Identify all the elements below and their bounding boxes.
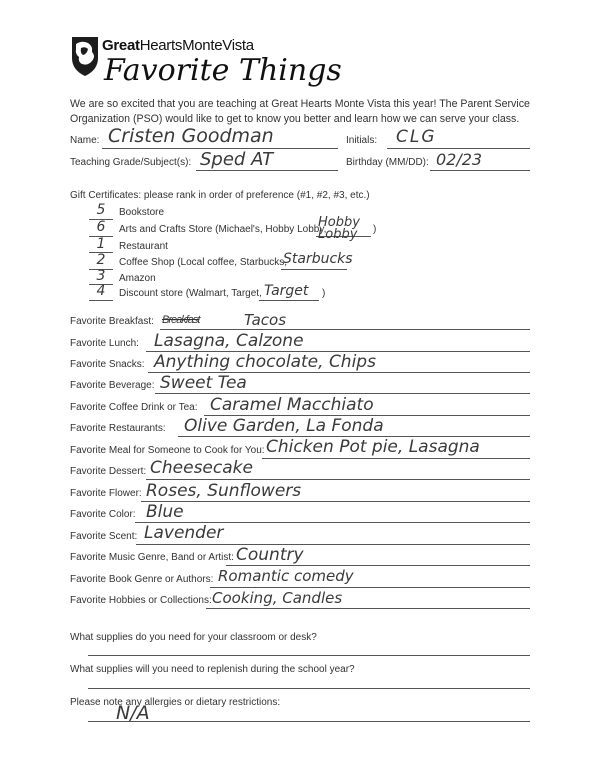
- replenish-question: What supplies will you need to replenish during the school year?: [70, 664, 355, 675]
- close-paren: ): [322, 288, 326, 299]
- gift-rank-field[interactable]: 4: [96, 283, 106, 299]
- fav-label: Favorite Scent:: [70, 531, 138, 542]
- brand-name: GreatHeartsMonteVista: [102, 37, 254, 54]
- fav-label: Favorite Breakfast:: [70, 316, 154, 327]
- fav-line: [141, 501, 530, 502]
- fav-field[interactable]: Cheesecake: [150, 458, 253, 478]
- grade-field[interactable]: Sped AT: [200, 149, 274, 170]
- name-label: Name:: [70, 135, 100, 146]
- fav-field[interactable]: Sweet Tea: [160, 373, 247, 393]
- rank-line: [89, 300, 113, 301]
- fav-label: Favorite Hobbies or Collections:: [70, 595, 212, 606]
- gift-label: Coffee Shop (Local coffee, Starbucks,: [119, 257, 288, 268]
- discount-store-line: [259, 300, 319, 301]
- crossed-out-text: Breakfast: [162, 314, 200, 326]
- fav-label: Favorite Snacks:: [70, 359, 145, 370]
- gift-label: Arts and Crafts Store (Michael's, Hobby Lobby,: [119, 224, 327, 235]
- allergies-answer-line: [88, 721, 530, 722]
- fav-label: Favorite Dessert:: [70, 466, 147, 477]
- fav-field[interactable]: Tacos: [244, 311, 287, 329]
- gift-rank-field[interactable]: 2: [96, 252, 106, 268]
- fav-label: Favorite Restaurants:: [70, 423, 166, 434]
- fav-line: [210, 587, 530, 588]
- fav-field[interactable]: Roses, Sunflowers: [146, 481, 302, 501]
- initials-label: Initials:: [346, 135, 378, 146]
- fav-label: Favorite Flower:: [70, 488, 142, 499]
- fav-line: [136, 544, 530, 545]
- fav-field[interactable]: Cooking, Candles: [212, 589, 343, 607]
- supplies-answer-line: [88, 655, 530, 656]
- fav-line: [146, 479, 530, 480]
- fav-field[interactable]: Lavender: [144, 523, 224, 543]
- intro-paragraph: We are so excited that you are teaching at Great Hearts Monte Vista this year! The Parent Service Organization (PSO) would like to get to know you better and learn how we can serve your class.: [70, 98, 530, 125]
- fav-field[interactable]: Romantic comedy: [218, 567, 354, 585]
- fav-label: Favorite Lunch:: [70, 338, 139, 349]
- fav-field[interactable]: Olive Garden, La Fonda: [184, 416, 384, 436]
- grade-line: [196, 170, 338, 171]
- fav-label: Favorite Coffee Drink or Tea:: [70, 402, 198, 413]
- fav-field[interactable]: Anything chocolate, Chips: [154, 352, 376, 372]
- fav-line: [160, 329, 530, 330]
- fav-field[interactable]: Blue: [146, 502, 184, 522]
- replenish-answer-line: [88, 688, 530, 689]
- fav-line: [155, 393, 530, 394]
- gift-rank-field[interactable]: 1: [96, 236, 106, 252]
- birthday-field[interactable]: 02/23: [436, 150, 483, 169]
- initials-field[interactable]: CLG: [396, 127, 437, 147]
- arts-store-field[interactable]: Hobby Lobby: [318, 215, 360, 242]
- gift-label: Discount store (Walmart, Target,: [119, 288, 262, 299]
- allergies-field[interactable]: N/A: [116, 702, 150, 724]
- page-title: Favorite Things: [104, 53, 342, 88]
- birthday-label: Birthday (MM/DD):: [346, 157, 429, 168]
- birthday-line: [430, 170, 530, 171]
- name-field[interactable]: Cristen Goodman: [108, 125, 274, 147]
- supplies-question: What supplies do you need for your classroom or desk?: [70, 632, 317, 643]
- fav-line: [262, 458, 530, 459]
- fav-line: [226, 565, 530, 566]
- fav-field[interactable]: Chicken Pot pie, Lasagna: [266, 437, 480, 457]
- fav-field[interactable]: Country: [236, 545, 304, 565]
- grade-label: Teaching Grade/Subject(s):: [70, 157, 192, 168]
- gift-rank-field[interactable]: 6: [96, 219, 106, 235]
- fav-label: Favorite Book Genre or Authors:: [70, 574, 214, 585]
- gift-heading: Gift Certificates: please rank in order of preference (#1, #2, #3, etc.): [70, 190, 370, 201]
- coffee-store-field[interactable]: Starbucks: [283, 251, 353, 267]
- fav-line: [206, 608, 530, 609]
- coffee-store-line: [281, 269, 347, 270]
- close-paren: ): [373, 224, 377, 235]
- gift-label: Amazon: [119, 273, 156, 284]
- gift-label: Bookstore: [119, 207, 165, 218]
- discount-store-field[interactable]: Target: [264, 283, 309, 299]
- fav-label: Favorite Beverage:: [70, 380, 155, 391]
- initials-line: [387, 148, 530, 149]
- fav-field[interactable]: Caramel Macchiato: [210, 395, 374, 415]
- fav-label: Favorite Color:: [70, 509, 136, 520]
- gift-rank-field[interactable]: 3: [96, 268, 106, 284]
- fav-label: Favorite Music Genre, Band or Artist:: [70, 552, 234, 563]
- lion-shield-logo-icon: [70, 34, 100, 78]
- gift-rank-field[interactable]: 5: [96, 202, 106, 218]
- fav-field[interactable]: Lasagna, Calzone: [154, 331, 304, 351]
- fav-label: Favorite Meal for Someone to Cook for You:: [70, 445, 265, 456]
- gift-label: Restaurant: [119, 241, 168, 252]
- allergies-question: Please note any allergies or dietary restrictions:: [70, 697, 281, 708]
